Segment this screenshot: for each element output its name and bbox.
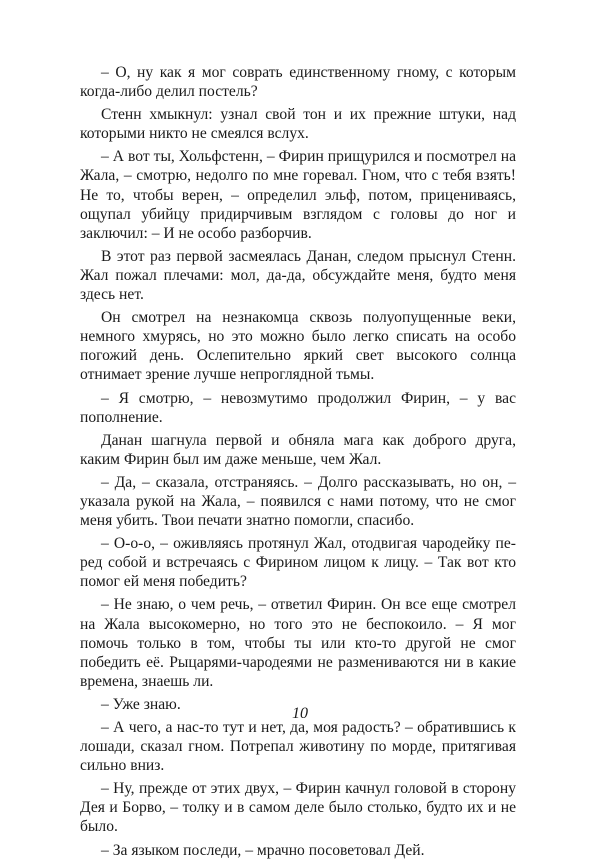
paragraph: – Уже знаю. [101, 695, 181, 713]
paragraph: – О-о-о, – оживляясь протянул Жал, отодвигая чародейку перед собой и встречаясь с Фирином лицом к лицу. – Так вот кто помог ей меня победить? [80, 535, 516, 591]
paragraph: – О, ну как я мог соврать единственному гному, с которым когда-либо делил постель? [80, 64, 516, 101]
paragraph: Он смотрел на незнакомца сквозь полуопущенные веки, немного хмурясь, но это можно было легко списать на особо погожий день. Ослепительно яркий свет высокого солнца отнимает зрение лучше непроглядной тьмы. [80, 309, 516, 384]
paragraph: – А вот ты, Хольфстенн, – Фирин прищурился и посмотрел на Жала, – смотрю, недолго по мне горевал. Гном, что с тебя взять! Не то, чтобы верен, – определил эльф, потом, прицениваясь, ощупал убийцу придирчивым взглядом с головы до ног и заключил: – И не особо разборчив. [80, 148, 516, 242]
paragraph: – Не знаю, о чем речь, – ответил Фирин. Он все еще смотрел на Жала высокомерно, но того это не беспокоило. – Я мог помочь только в том, чтобы ты или кто-то другой не смог победить её. Рыцарями-чародеями не размениваются ни в какие времена, знаешь ли. [80, 596, 516, 690]
paragraph: – За языком последи, – мрачно посоветовал Дей. [101, 841, 425, 859]
page-number: 10 [292, 705, 308, 722]
paragraph: – Ну, прежде от этих двух, – Фирин качнул головой в сторону Дея и Борво, – толку и в самом деле было столько, будто их и не было. [80, 780, 516, 836]
book-page-body [80, 63, 516, 864]
paragraph: – Да, – сказала, отстраняясь. – Долго рассказывать, но он, – указала рукой на Жала, – появился с нами потому, что не смог меня убить. Твои печати знатно помогли, спасибо. [80, 473, 516, 530]
paragraph: В этот раз первой засмеялась Данан, следом прыснул Стенн. Жал пожал плечами: мол, да-да, обсуждайте меня, будто меня здесь нет. [80, 247, 516, 304]
paragraph: – А чего, а нас-то тут и нет, да, моя радость? – обратившись к лошади, сказал гном. Потрепал животину по морде, притягивая сильно вниз. [80, 719, 516, 775]
paragraph: Данан шагнула первой и обняла мага как доброго друга, каким Фирин был им даже меньше, чем Жал. [80, 431, 516, 468]
paragraph: – Я смотрю, – невозмутимо продолжил Фирин, – у вас пополнение. [80, 389, 516, 426]
paragraph: Стенн хмыкнул: узнал свой тон и их прежние штуки, над которыми никто не смеялся вслух. [80, 106, 516, 143]
